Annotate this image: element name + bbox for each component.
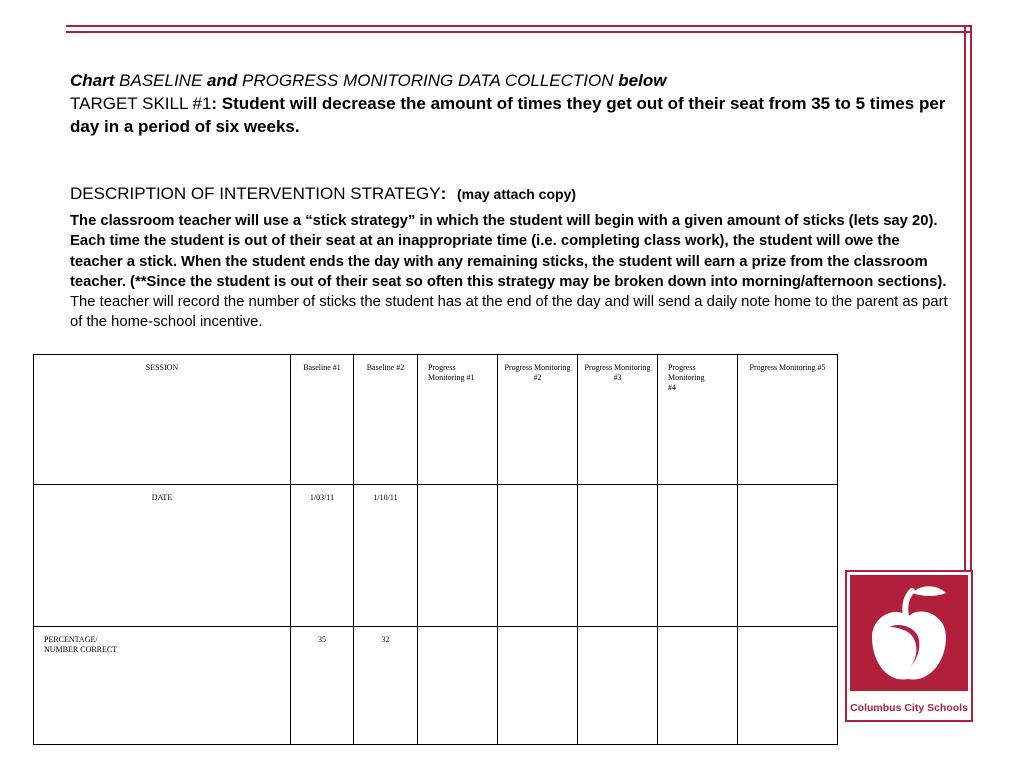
right-border-line-2: [970, 25, 972, 570]
percentage-label-line-2: NUMBER CORRECT: [44, 645, 118, 654]
pct-pm-1: [418, 627, 498, 745]
columbus-city-schools-logo: [845, 570, 973, 722]
top-border-line: [66, 25, 972, 27]
date-baseline-1: 1/03/11: [291, 485, 354, 627]
date-pm-2: [498, 485, 578, 627]
and-word: and: [207, 71, 238, 90]
pct-baseline-2: 32: [354, 627, 418, 745]
date-label: DATE: [34, 485, 291, 627]
date-pm-1: [418, 485, 498, 627]
header-pm-4: [658, 355, 738, 485]
percentage-label-line-1: PERCENTAGE/: [44, 635, 98, 644]
header-pm-5: Progress Monitoring #5: [738, 355, 838, 485]
description-label: DESCRIPTION OF INTERVENTION STRATEGY: [70, 184, 441, 203]
date-pm-3: [578, 485, 658, 627]
pm-phrase: PROGRESS MONITORING DATA COLLECTION: [242, 71, 614, 90]
top-border-line-2: [66, 31, 972, 33]
description-body: [70, 211, 950, 333]
header-session: SESSION: [34, 355, 291, 485]
header-pm-3: Progress Monitoring #3: [578, 355, 658, 485]
table-row-percentage: [34, 627, 838, 745]
pct-pm-5: [738, 627, 838, 745]
baseline-word: BASELINE: [119, 71, 203, 90]
below-word: below: [618, 71, 667, 90]
pm4-line-3: #4: [668, 383, 676, 392]
logo-caption: Columbus City Schools: [850, 702, 968, 714]
header-baseline-2: Baseline #2: [354, 355, 418, 485]
attach-note: (may attach copy): [456, 186, 577, 202]
date-pm-5: [738, 485, 838, 627]
header-baseline-1: Baseline #1: [291, 355, 354, 485]
description-bold-text: The classroom teacher will use a “stick strategy” in which the student will begin with a given amount of sticks (lets say 20). Each time the student is out of their seat at an inappropriate time (i.e. completing class work), the student will owe the teacher a stick. When the student ends the day with any remaining sticks, the student will earn a prize from the classroom teacher. (**Since the student is out of their seat so often this strategy may be broken down into morning/afternoon sections).: [70, 213, 947, 290]
table-row-date: [34, 485, 838, 627]
pct-pm-3: [578, 627, 658, 745]
chart-word: Chart: [70, 71, 115, 90]
description-colon: :: [440, 184, 447, 203]
pm4-line-2: Monitoring: [668, 373, 705, 382]
pct-pm-2: [498, 627, 578, 745]
date-baseline-2: 1/10/11: [354, 485, 418, 627]
target-skill-text: : Student will decrease the amount of times they get out of their seat from 35 to 5 times per day in a period of six weeks.: [70, 94, 946, 136]
page-heading: [70, 69, 950, 138]
pct-baseline-1: 35: [291, 627, 354, 745]
apple-icon: [850, 575, 968, 691]
table-row-session: [34, 355, 838, 485]
target-skill-label: TARGET SKILL #1: [70, 94, 212, 113]
data-collection-table: [33, 354, 838, 745]
header-pm-1: Progress Monitoring #1: [418, 355, 498, 485]
right-border-line: [964, 25, 966, 570]
pct-pm-4: [658, 627, 738, 745]
date-pm-4: [658, 485, 738, 627]
header-pm-2: Progress Monitoring #2: [498, 355, 578, 485]
percentage-label: [34, 627, 291, 745]
description-regular-text: The teacher will record the number of sticks the student has at the end of the day and will send a daily note home to the parent as part of the home-school incentive.: [70, 294, 948, 331]
logo-panel: [850, 575, 968, 691]
pm4-line-1: Progress: [668, 363, 696, 372]
description-heading: [70, 183, 950, 205]
